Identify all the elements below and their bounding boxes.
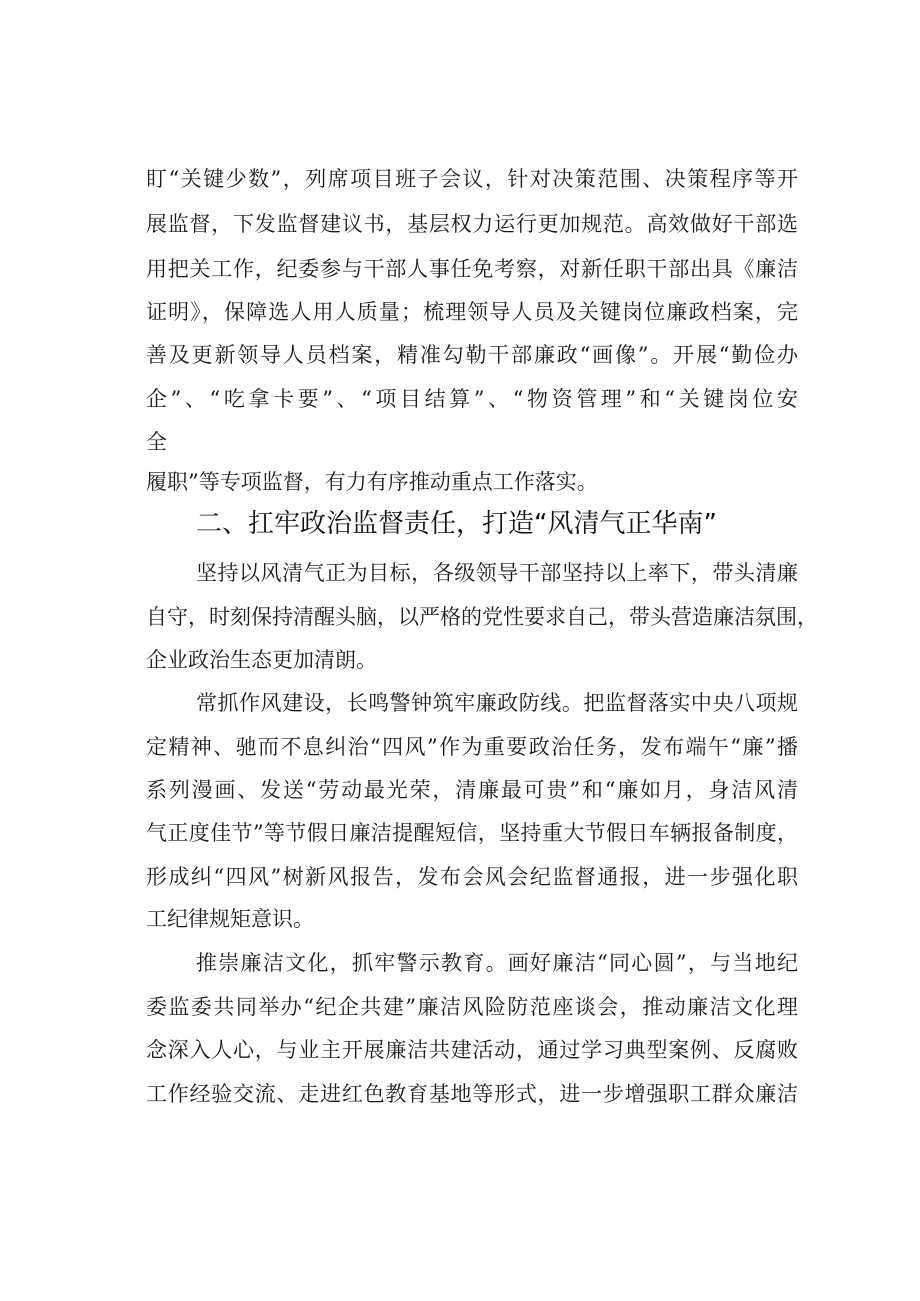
paragraph-line: 用把关工作，纪委参与干部人事任免考察，对新任职干部出具《廉洁: [146, 257, 798, 281]
paragraph-line: 念深入人心，与业主开展廉洁共建活动，通过学习典型案例、反腐败: [146, 1038, 798, 1062]
paragraph-line: 履职”等专项监督，有力有序推动重点工作落实。: [146, 470, 598, 494]
paragraph-line: 气正度佳节”等节假日廉洁提醒短信，坚持重大节假日车辆报备制度，: [146, 821, 798, 845]
section-heading: 二、扛牢政治监督责任，打造“风清气正华南”: [196, 509, 717, 539]
paragraph-line: 企业政治生态更加清朗。: [146, 648, 377, 672]
paragraph-line: 盯“关键少数”，列席项目班子会议，针对决策范围、决策程序等开: [146, 167, 798, 191]
paragraph-line: 形成纠“四风”树新风报告，发布会风会纪监督通报，进一步强化职: [146, 865, 798, 889]
paragraph-line: 常抓作风建设，长鸣警钟筑牢廉政防线。把监督落实中央八项规: [196, 691, 798, 715]
paragraph-line: 委监委共同举办“纪企共建”廉洁风险防范座谈会，推动廉洁文化理: [146, 995, 798, 1019]
paragraph-line: 工纪律规矩意识。: [146, 907, 314, 931]
paragraph-line: 善及更新领导人员档案，精准勾勒干部廉政“画像”。开展“勤俭办: [146, 343, 798, 367]
paragraph-line: 全: [146, 430, 167, 454]
paragraph-line: 定精神、驰而不息纠治“四风”作为重要政治任务，发布端午“廉”播: [146, 735, 798, 759]
paragraph-line: 系列漫画、发送“劳动最光荣，清廉最可贵”和“廉如月，身洁风清: [146, 778, 798, 802]
paragraph-line: 证明》，保障选人用人质量；梳理领导人员及关键岗位廉政档案，完: [146, 300, 798, 324]
paragraph-line: 自守，时刻保持清醒头脑，以严格的党性要求自己，带头营造廉洁氛围，: [146, 605, 818, 629]
paragraph-line: 企”、“吃拿卡要”、“项目结算”、“物资管理”和“关键岗位安: [146, 387, 798, 411]
paragraph-line: 坚持以风清气正为目标，各级领导干部坚持以上率下，带头清廉: [196, 561, 798, 585]
paragraph-line: 工作经验交流、走进红色教育基地等形式，进一步增强职工群众廉洁: [146, 1082, 798, 1106]
paragraph-line: 推崇廉洁文化，抓牢警示教育。画好廉洁“同心圆”，与当地纪: [196, 951, 798, 975]
paragraph-line: 展监督，下发监督建议书，基层权力运行更加规范。高效做好干部选: [146, 212, 798, 236]
